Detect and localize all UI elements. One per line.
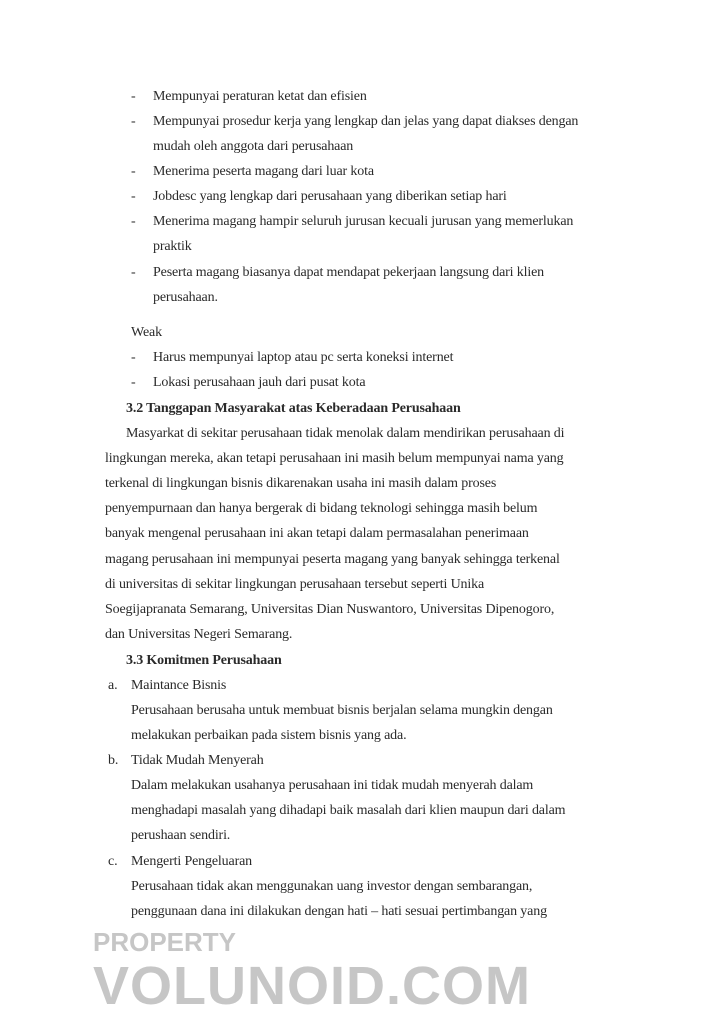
paragraph-line: banyak mengenal perusahaan ini akan tetapi dalam permasalahan penerimaan	[105, 526, 529, 541]
list-item-text: perusahaan.	[153, 290, 218, 305]
item-marker: c.	[108, 854, 118, 869]
item-marker: a.	[108, 678, 118, 693]
bullet-dash: -	[131, 89, 136, 104]
paragraph-line: magang perusahaan ini mempunyai peserta magang yang banyak sehingga terkenal	[105, 552, 560, 567]
section-heading: 3.3 Komitmen Perusahaan	[126, 653, 282, 668]
list-item-text: Harus mempunyai laptop atau pc serta koneksi internet	[153, 350, 454, 365]
paragraph-line: Soegijapranata Semarang, Universitas Dian Nuswantoro, Universitas Dipenogoro,	[105, 602, 555, 617]
paragraph-line: di universitas di sekitar lingkungan perusahaan tersebut seperti Unika	[105, 577, 485, 592]
bullet-dash: -	[131, 164, 136, 179]
weak-label: Weak	[131, 325, 162, 340]
list-item-text: mudah oleh anggota dari perusahaan	[153, 139, 354, 154]
item-title: Tidak Mudah Menyerah	[131, 753, 264, 768]
item-desc-line: Perusahaan tidak akan menggunakan uang investor dengan sembarangan,	[131, 879, 533, 894]
bullet-dash: -	[131, 214, 136, 229]
bullet-dash: -	[131, 265, 136, 280]
watermark-volunoid: VOLUNOID.COM	[93, 956, 531, 1016]
item-title: Maintance Bisnis	[131, 678, 227, 693]
paragraph-line: terkenal di lingkungan bisnis dikarenakan usaha ini masih dalam proses	[105, 476, 497, 491]
item-desc-line: penggunaan dana ini dilakukan dengan hati – hati sesuai pertimbangan yang	[131, 904, 547, 919]
list-item-text: Mempunyai prosedur kerja yang lengkap dan jelas yang dapat diakses dengan	[153, 114, 579, 129]
item-marker: b.	[108, 753, 119, 768]
item-desc-line: menghadapi masalah yang dihadapi baik masalah dari klien maupun dari dalam	[131, 803, 566, 818]
list-item-text: Menerima peserta magang dari luar kota	[153, 164, 374, 179]
bullet-dash: -	[131, 375, 136, 390]
list-item-text: Peserta magang biasanya dapat mendapat pekerjaan langsung dari klien	[153, 265, 544, 280]
list-item-text: Lokasi perusahaan jauh dari pusat kota	[153, 375, 366, 390]
item-desc-line: Dalam melakukan usahanya perusahaan ini tidak mudah menyerah dalam	[131, 778, 534, 793]
section-heading: 3.2 Tanggapan Masyarakat atas Keberadaan Perusahaan	[126, 401, 461, 416]
paragraph-line: dan Universitas Negeri Semarang.	[105, 627, 293, 642]
paragraph-line: lingkungan mereka, akan tetapi perusahaan ini masih belum mempunyai nama yang	[105, 451, 564, 466]
paragraph-line: Masyarkat di sekitar perusahaan tidak menolak dalam mendirikan perusahaan di	[126, 426, 565, 441]
list-item-text: Mempunyai peraturan ketat dan efisien	[153, 89, 367, 104]
bullet-dash: -	[131, 189, 136, 204]
item-desc-line: perushaan sendiri.	[131, 828, 231, 843]
item-title: Mengerti Pengeluaran	[131, 854, 253, 869]
list-item-text: praktik	[153, 239, 192, 254]
item-desc-line: Perusahaan berusaha untuk membuat bisnis berjalan selama mungkin dengan	[131, 703, 553, 718]
watermark-property: PROPERTY	[93, 927, 237, 957]
paragraph-line: penyempurnaan dan hanya bergerak di bidang teknologi sehingga masih belum	[105, 501, 538, 516]
item-desc-line: melakukan perbaikan pada sistem bisnis yang ada.	[131, 728, 407, 743]
bullet-dash: -	[131, 350, 136, 365]
list-item-text: Jobdesc yang lengkap dari perusahaan yang diberikan setiap hari	[153, 189, 507, 204]
list-item-text: Menerima magang hampir seluruh jurusan kecuali jurusan yang memerlukan	[153, 214, 574, 229]
bullet-dash: -	[131, 114, 136, 129]
